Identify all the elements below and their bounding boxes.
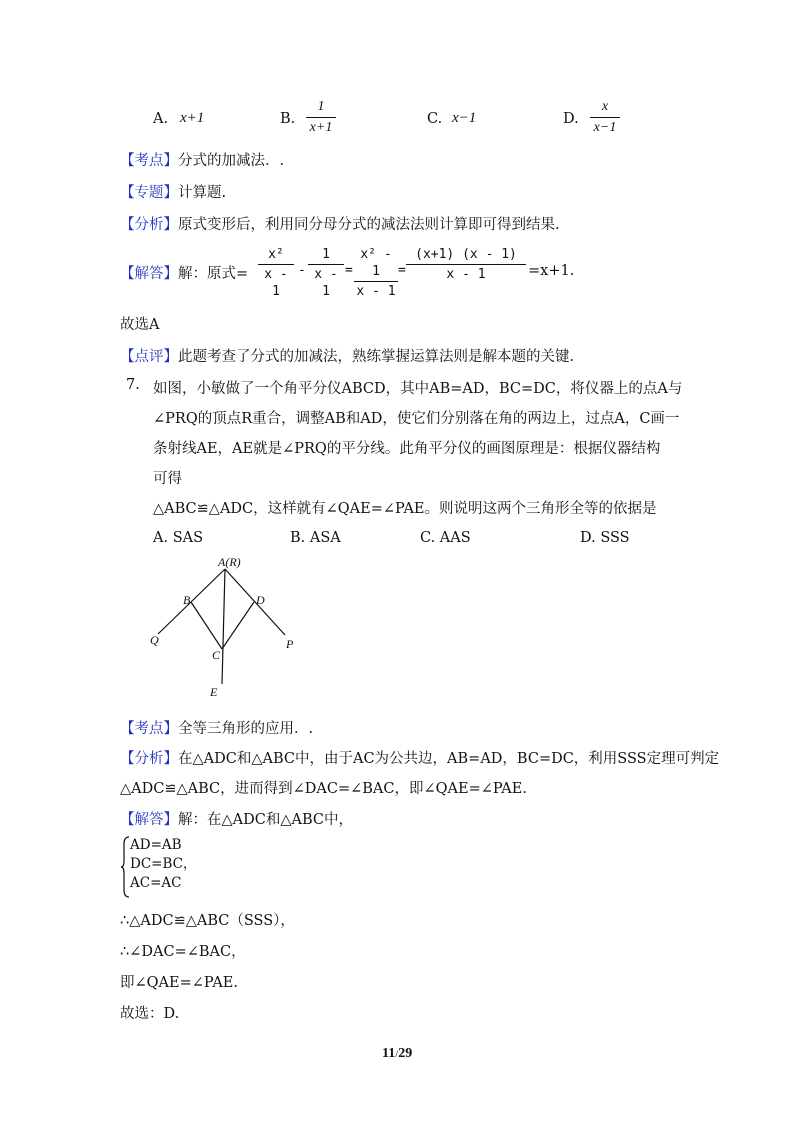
q6-fraction-4 (406, 246, 526, 283)
q7-jieda-text: 解：在△ADC和△ABC中， (178, 812, 353, 828)
q6-eq-1: = (345, 263, 353, 278)
page-current: 11 (382, 1046, 396, 1061)
q6-jieda-prefix: 解：原式= (178, 266, 249, 282)
q6-result: =x+1. (528, 263, 575, 279)
label-p: P (286, 637, 294, 651)
q7-step-2: ∴∠DAC=∠BAC， (120, 944, 246, 960)
q7-number: 7. (126, 377, 140, 393)
q6-dianping-tag: 【点评】 (120, 349, 178, 365)
q6-fraction-2-den: x - 1 (314, 267, 338, 299)
q6-zhuanti-tag: 【专题】 (120, 185, 178, 201)
q7-fenxi (120, 747, 719, 768)
option-c-expr: x−1 (452, 110, 477, 126)
q7-option-b: B. ASA (290, 530, 341, 546)
q7-kaodian (120, 717, 313, 738)
label-d: D (256, 593, 265, 607)
q7-kaodian-tag: 【考点】 (120, 721, 178, 737)
q6-fraction-3 (354, 246, 398, 300)
q7-line-1: 如图，小敏做了一个角平分仪ABCD，其中AB=AD，BC=DC，将仪器上的点A与 (153, 381, 683, 397)
page-total: 29 (398, 1046, 413, 1061)
ray-aq (158, 569, 225, 634)
q6-eq-2: = (398, 263, 406, 278)
q6-fenxi-text: 原式变形后，利用同分母分式的减法法则计算即可得到结果. (178, 217, 560, 233)
q7-line-5: △ABC≌△ADC，这样就有∠QAE=∠PAE。则说明这两个三角形全等的依据是 (153, 501, 657, 517)
option-b-numerator: 1 (317, 99, 325, 114)
q6-fraction-4-den: x - 1 (446, 267, 486, 282)
system-line-1: AD=AB (130, 837, 182, 853)
q6-kaodian (120, 149, 284, 170)
page-number (382, 1046, 412, 1062)
ray-ae (222, 569, 225, 684)
q7-jieda-tag: 【解答】 (120, 812, 178, 828)
q7-step-3: 即∠QAE=∠PAE. (120, 975, 238, 991)
option-d-numerator: x (601, 99, 609, 114)
option-d-fraction (590, 98, 620, 137)
label-q: Q (150, 633, 159, 647)
segment-dc (222, 602, 254, 649)
angle-bisector-figure (140, 552, 320, 702)
q7-line-4: 可得 (153, 471, 182, 487)
q7-option-d: D. SSS (580, 530, 630, 546)
option-b-denominator: x+1 (309, 120, 333, 135)
q6-dianping (120, 345, 574, 366)
q6-fraction-3-num: x² - 1 (360, 247, 392, 279)
q6-dianping-text: 此题考查了分式的加减法，熟练掌握运算法则是解本题的关键. (178, 349, 575, 365)
q7-step-1: ∴△ADC≌△ABC（SSS）， (120, 913, 295, 929)
q7-kaodian-text: 全等三角形的应用．. (178, 721, 314, 737)
option-a-expr: x+1 (180, 110, 205, 126)
system-line-3: AC=AC (130, 875, 182, 891)
q7-option-a: A. SAS (153, 530, 204, 546)
option-d-denominator: x−1 (593, 120, 617, 135)
label-c: C (212, 648, 221, 662)
q6-kaodian-text: 分式的加减法．. (178, 153, 285, 169)
q6-minus: - (298, 263, 306, 278)
segment-bc (191, 602, 222, 649)
q7-fenxi-text-2: △ADC≌△ABC，进而得到∠DAC=∠BAC，即∠QAE=∠PAE. (120, 781, 527, 797)
q7-line-2: ∠PRQ的顶点R重合，调整AB和AD，使它们分别落在角的两边上，过点A，C画一 (153, 411, 680, 427)
page-sep: / (395, 1048, 399, 1060)
q7-fenxi-text-1: 在△ADC和△ABC中，由于AC为公共边，AB=AD，BC=DC，利用SSS定理可判定 (178, 751, 720, 767)
option-b-fraction (306, 98, 336, 137)
q7-jieda (120, 808, 353, 829)
label-b: B (183, 593, 191, 607)
q6-fraction-2-num: 1 (322, 247, 330, 262)
q6-zhuanti (120, 181, 226, 202)
equation-system (130, 836, 196, 893)
system-line-2: DC=BC， (130, 856, 197, 872)
q6-jieda-tag: 【解答】 (120, 266, 178, 282)
label-e: E (210, 685, 218, 699)
q6-fraction-1-num: x² (268, 247, 284, 262)
ray-ap (225, 569, 285, 635)
q6-zhuanti-text: 计算题. (178, 185, 227, 201)
option-c-label: C. (427, 111, 443, 127)
q6-fenxi-tag: 【分析】 (120, 217, 178, 233)
q6-fraction-1-den: x - 1 (264, 267, 288, 299)
q7-line-3: 条射线AE，AE就是∠PRQ的平分线。此角平分仪的画图原理是：根据仪器结构 (153, 441, 661, 457)
option-a-label: A. (153, 111, 169, 127)
system-brace (120, 836, 130, 898)
q6-fraction-1 (258, 246, 294, 300)
q6-fraction-3-den: x - 1 (356, 284, 396, 299)
q7-step-4: 故选：D. (120, 1006, 180, 1022)
q6-kaodian-tag: 【考点】 (120, 153, 178, 169)
q6-fraction-2 (308, 246, 344, 300)
q6-jieda (120, 262, 248, 283)
option-d-label: D. (563, 111, 579, 127)
q6-fraction-4-num: (x+1) (x - 1) (415, 247, 517, 262)
q6-fenxi (120, 213, 560, 234)
q7-fenxi-tag: 【分析】 (120, 751, 178, 767)
option-b-label: B. (280, 111, 296, 127)
q7-option-c: C. AAS (420, 530, 471, 546)
q6-guxuan: 故选A (120, 317, 160, 333)
label-a: A(R) (218, 555, 241, 569)
